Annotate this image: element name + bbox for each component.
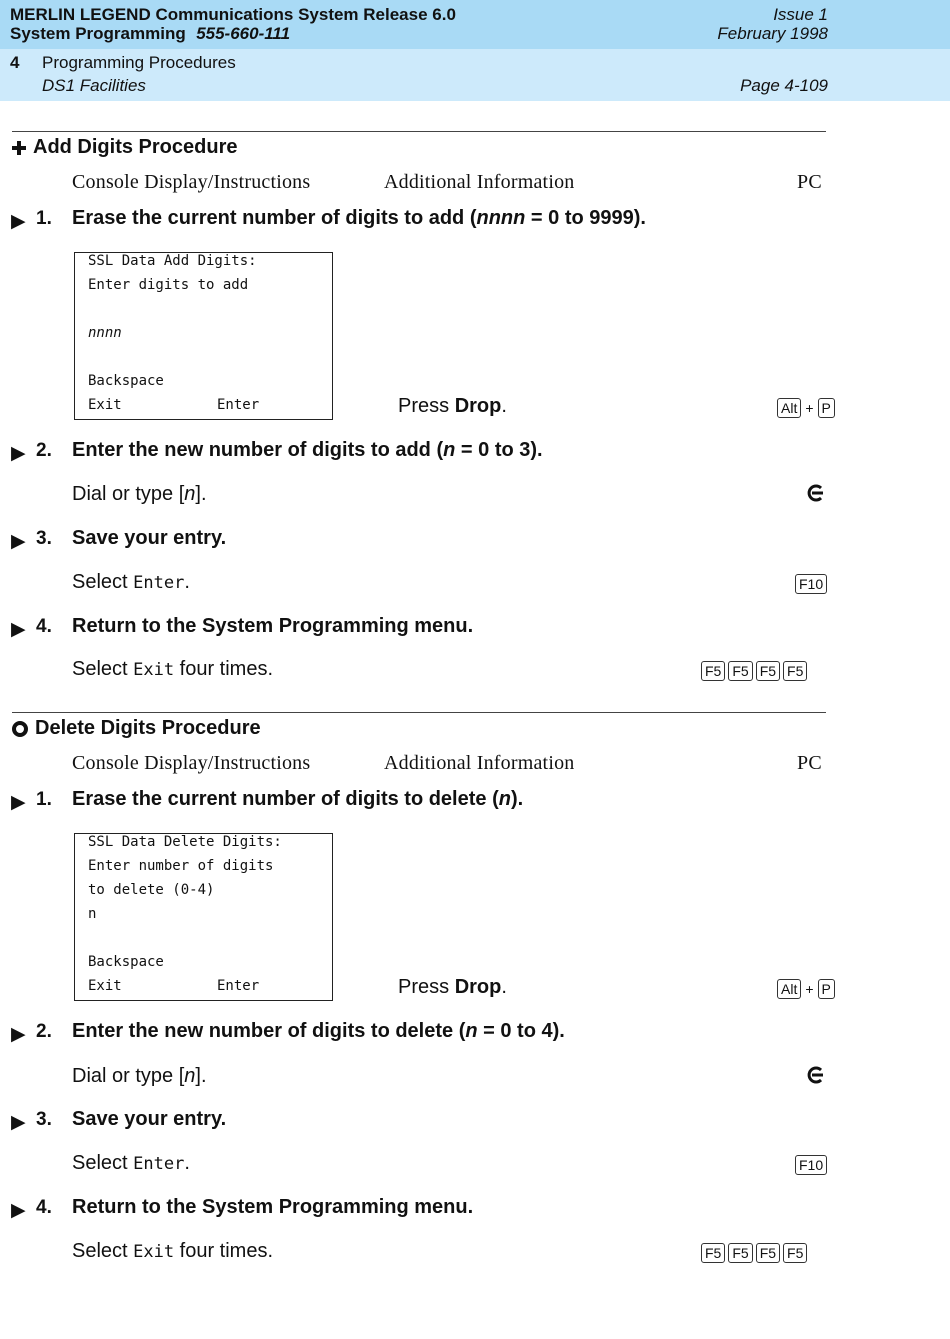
- plus-icon: [11, 140, 27, 156]
- instruction-text: .: [501, 976, 507, 998]
- alt-p-keys: [777, 979, 835, 999]
- step-number: 3.: [36, 1109, 52, 1130]
- instruction-variable: n: [184, 483, 196, 505]
- display-line: SSL Data Add Digits:: [88, 253, 257, 269]
- display-line: n: [88, 906, 97, 922]
- chapter-number: 4: [10, 53, 20, 72]
- dial-pad-icon: [806, 484, 824, 502]
- doc-number: 555-660-111: [196, 24, 291, 43]
- enter-option: Enter: [133, 573, 185, 593]
- step-text-part: Enter the new number of digits to add (: [72, 439, 444, 461]
- dial-pad-icon: [806, 1066, 824, 1084]
- alt-key[interactable]: Alt: [777, 398, 801, 418]
- dial-instruction: [72, 1065, 207, 1088]
- f5-key[interactable]: F5: [728, 661, 752, 681]
- p-key[interactable]: P: [818, 398, 835, 418]
- f5-key[interactable]: F5: [783, 1243, 807, 1263]
- enter-option: Enter: [133, 1154, 185, 1174]
- step-text-part: Enter the new number of digits to delete (: [72, 1020, 466, 1042]
- display-backspace[interactable]: Backspace: [88, 954, 164, 970]
- drop-button-label: Drop: [454, 976, 502, 998]
- instruction-text: ].: [195, 483, 207, 505]
- step-arrow-icon: ▶: [11, 531, 26, 552]
- instruction-text: Dial or type [: [72, 1065, 185, 1087]
- column-header-info: Additional Information: [384, 171, 575, 193]
- f5-key[interactable]: F5: [701, 1243, 725, 1263]
- step-number: 4.: [36, 616, 52, 637]
- exit-option: Exit: [133, 660, 175, 680]
- step-text: Save your entry.: [72, 1108, 227, 1130]
- display-line: SSL Data Delete Digits:: [88, 834, 282, 850]
- console-display: [74, 833, 333, 1001]
- add-section-title: Add Digits Procedure: [33, 136, 238, 158]
- display-line: Enter number of digits: [88, 858, 274, 874]
- step-arrow-icon: ▶: [11, 1112, 26, 1133]
- f10-key[interactable]: F10: [795, 1155, 827, 1175]
- select-enter-instruction: [72, 1152, 190, 1175]
- step-number: 2.: [36, 440, 52, 461]
- instruction-text: Select: [72, 571, 134, 593]
- step-text: [72, 439, 543, 462]
- add-section-header: [11, 136, 237, 159]
- exit-option: Exit: [133, 1242, 175, 1262]
- column-header-console: Console Display/Instructions: [72, 752, 311, 774]
- step-variable: n: [443, 439, 456, 461]
- drop-button-label: Drop: [454, 395, 502, 417]
- step-text-part: = 0 to 9999).: [525, 207, 646, 229]
- instruction-text: Select: [72, 1152, 134, 1174]
- step-arrow-icon: ▶: [11, 211, 26, 232]
- alt-key[interactable]: Alt: [777, 979, 801, 999]
- section-title: DS1 Facilities: [42, 76, 146, 95]
- f10-keys: [795, 574, 827, 594]
- section-divider: [12, 131, 826, 132]
- f10-key[interactable]: F10: [795, 574, 827, 594]
- select-exit-instruction: [72, 1240, 273, 1263]
- step-arrow-icon: ▶: [11, 1200, 26, 1221]
- dial-instruction: [72, 483, 207, 506]
- press-drop-instruction: [398, 395, 507, 418]
- page-number: Page 4-109: [740, 76, 828, 95]
- step-text: Return to the System Programming menu.: [72, 1196, 474, 1218]
- column-header-info: Additional Information: [384, 752, 575, 774]
- select-enter-instruction: [72, 571, 190, 594]
- step-text-part: ).: [510, 788, 524, 810]
- step-arrow-icon: ▶: [11, 792, 26, 813]
- step-variable: n: [498, 788, 511, 810]
- instruction-text: ].: [195, 1065, 207, 1087]
- display-enter[interactable]: Enter: [217, 397, 260, 413]
- instruction-text: Dial or type [: [72, 483, 185, 505]
- step-text-part: Erase the current number of digits to add (: [72, 207, 477, 229]
- step-number: 1.: [36, 789, 52, 810]
- step-number: 1.: [36, 208, 52, 229]
- display-line: to delete (0-4): [88, 882, 215, 898]
- f5-key[interactable]: F5: [783, 661, 807, 681]
- f5-key[interactable]: F5: [701, 661, 725, 681]
- console-display: [74, 252, 333, 420]
- plus-sign: +: [805, 400, 814, 416]
- step-number: 3.: [36, 528, 52, 549]
- instruction-text: Press: [398, 976, 455, 998]
- p-key[interactable]: P: [818, 979, 835, 999]
- step-variable: n: [465, 1020, 478, 1042]
- chapter-title: Programming Procedures: [42, 53, 236, 72]
- step-text: [72, 207, 646, 230]
- step-text: Save your entry.: [72, 527, 227, 549]
- doc-subtitle-line: [10, 24, 290, 44]
- step-text-part: = 0 to 4).: [477, 1020, 565, 1042]
- instruction-text: .: [184, 1152, 190, 1174]
- step-text: [72, 788, 523, 811]
- f5-keys: [701, 1243, 807, 1263]
- step-arrow-icon: ▶: [11, 443, 26, 464]
- del-section-title: Delete Digits Procedure: [35, 717, 261, 739]
- doc-title: MERLIN LEGEND Communications System Release 6.0: [10, 5, 456, 24]
- column-header-console: Console Display/Instructions: [72, 171, 311, 193]
- f5-key[interactable]: F5: [728, 1243, 752, 1263]
- doc-subtitle: System Programming: [10, 24, 186, 43]
- step-text-part: Erase the current number of digits to delete (: [72, 788, 499, 810]
- f5-key[interactable]: F5: [756, 661, 780, 681]
- step-arrow-icon: ▶: [11, 619, 26, 640]
- step-number: 2.: [36, 1021, 52, 1042]
- display-enter[interactable]: Enter: [217, 978, 260, 994]
- press-drop-instruction: [398, 976, 507, 999]
- display-exit[interactable]: Exit: [88, 978, 122, 994]
- display-backspace[interactable]: Backspace: [88, 373, 164, 389]
- step-text: Return to the System Programming menu.: [72, 615, 474, 637]
- instruction-text: four times.: [174, 1240, 274, 1262]
- step-number: 4.: [36, 1197, 52, 1218]
- instruction-text: four times.: [174, 658, 274, 680]
- column-header-pc: PC: [797, 171, 822, 193]
- instruction-text: Select: [72, 658, 134, 680]
- step-text: [72, 1020, 565, 1043]
- display-line: Enter digits to add: [88, 277, 249, 293]
- alt-p-keys: [777, 398, 835, 418]
- display-line: nnnn: [88, 325, 122, 341]
- circle-icon: [11, 720, 29, 738]
- instruction-text: .: [501, 395, 507, 417]
- f5-key[interactable]: F5: [756, 1243, 780, 1263]
- instruction-text: Select: [72, 1240, 134, 1262]
- step-text-part: = 0 to 3).: [455, 439, 543, 461]
- instruction-text: .: [184, 571, 190, 593]
- issue-date: February 1998: [717, 24, 828, 43]
- column-header-pc: PC: [797, 752, 822, 774]
- f5-keys: [701, 661, 807, 681]
- issue: Issue 1: [773, 5, 828, 24]
- instruction-text: Press: [398, 395, 455, 417]
- section-divider: [12, 712, 826, 713]
- del-section-header: [11, 717, 261, 740]
- select-exit-instruction: [72, 658, 273, 681]
- f10-keys: [795, 1155, 827, 1175]
- display-exit[interactable]: Exit: [88, 397, 122, 413]
- plus-sign: +: [805, 981, 814, 997]
- step-variable: nnnn: [476, 207, 526, 229]
- step-arrow-icon: ▶: [11, 1024, 26, 1045]
- instruction-variable: n: [184, 1065, 196, 1087]
